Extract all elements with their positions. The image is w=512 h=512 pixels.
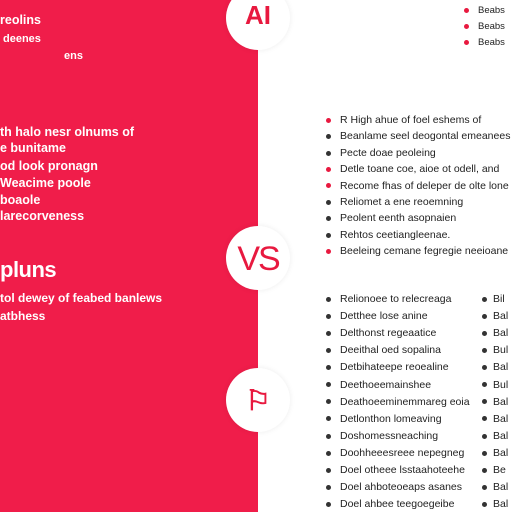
section-two-side-item: Bal xyxy=(482,310,508,322)
right-top-item-1: Beabs xyxy=(464,5,505,16)
bullet-icon xyxy=(482,468,487,473)
bullet-icon xyxy=(482,331,487,336)
section-two-item: Relionoee to relecreaga xyxy=(326,293,452,305)
section-one-item: Peolent eenth asopnaien xyxy=(326,212,456,224)
bullet-icon xyxy=(482,382,487,387)
bullet-icon xyxy=(482,297,487,302)
bullet-icon xyxy=(464,40,469,45)
left-mid-line-3: od look pronagn xyxy=(0,159,98,173)
left-mid-line-4: Weacime poole xyxy=(0,176,91,190)
bullet-icon xyxy=(326,434,331,439)
bullet-icon xyxy=(464,8,469,13)
section-one-item: Beeleing cemane fegregie neeioane xyxy=(326,245,508,257)
section-one-item: Reliomet a ene reoemning xyxy=(326,196,463,208)
bullet-icon xyxy=(482,485,487,490)
section-two-side-item: Bal xyxy=(482,481,508,493)
bullet-icon xyxy=(482,434,487,439)
right-panel xyxy=(258,0,512,512)
bullet-icon xyxy=(326,382,331,387)
vs-circle xyxy=(226,226,290,290)
section-two-side-item: Bal xyxy=(482,361,508,373)
section-two-item: Detbihateepe reoealine xyxy=(326,361,449,373)
bullet-icon xyxy=(326,297,331,302)
section-two-item: Deathoeeminemmareg eoia xyxy=(326,396,470,408)
bullet-icon xyxy=(326,502,331,507)
section-two-item: Doohheeesreee nepegneg xyxy=(326,447,464,459)
section-one-item: Recome fhas of deleper de olte lone xyxy=(326,180,509,192)
left-heading: pluns xyxy=(0,257,57,282)
section-two-side-item: Bal xyxy=(482,430,508,442)
section-one-item: Pecte doae peoleing xyxy=(326,147,436,159)
bullet-icon xyxy=(326,249,331,254)
section-two-side-item: Bal xyxy=(482,327,508,339)
section-two-side-item: Bal xyxy=(482,447,508,459)
section-one-item: Beanlame seel deogontal emeanees xyxy=(326,130,510,142)
left-mid-line-6: larecorveness xyxy=(0,209,85,223)
section-two-side-item: Be xyxy=(482,464,506,476)
section-two-item: Deeithal oed sopalina xyxy=(326,344,441,356)
section-one-item: R High ahue of foel eshems of xyxy=(326,114,481,126)
left-bottom-line-1: tol dewey of feabed banlews xyxy=(0,291,163,305)
section-two-side-item: Bal xyxy=(482,498,508,510)
section-two-item: Detlonthon lomeaving xyxy=(326,413,442,425)
ai-label: AI xyxy=(245,0,271,30)
bullet-icon xyxy=(326,451,331,456)
bullet-icon xyxy=(326,348,331,353)
bullet-icon xyxy=(326,416,331,421)
right-top-item-3: Beabs xyxy=(464,37,505,48)
section-two-side-item: Bul xyxy=(482,379,508,391)
bullet-icon xyxy=(326,183,331,188)
section-two-item: Delthonst regeaatice xyxy=(326,327,436,339)
section-two-side-item: Bal xyxy=(482,413,508,425)
section-two-side-item: Bal xyxy=(482,396,508,408)
bullet-icon xyxy=(482,365,487,370)
bullet-icon xyxy=(326,365,331,370)
bullet-icon xyxy=(326,233,331,238)
bullet-icon xyxy=(326,314,331,319)
bullet-icon xyxy=(326,399,331,404)
flag-circle xyxy=(226,368,290,432)
bullet-icon xyxy=(482,314,487,319)
vs-label: VS xyxy=(237,240,279,278)
bullet-icon xyxy=(326,216,331,221)
bullet-icon xyxy=(482,502,487,507)
section-two-side-item: Bul xyxy=(482,344,508,356)
bullet-icon xyxy=(482,399,487,404)
bullet-icon xyxy=(482,451,487,456)
left-top-line-2: deenes xyxy=(3,33,41,45)
flag-icon: ⚐ xyxy=(245,385,271,416)
section-two-item: Doshomessneaching xyxy=(326,430,438,442)
bullet-icon xyxy=(326,118,331,123)
bullet-icon xyxy=(326,331,331,336)
section-two-item: Detthee lose anine xyxy=(326,310,428,322)
left-mid-line-5: boaole xyxy=(0,193,41,207)
bullet-icon xyxy=(326,485,331,490)
bullet-icon xyxy=(482,348,487,353)
section-one-item: Rehtos ceetiangleenae. xyxy=(326,229,450,241)
section-two-item: Deethoeemainshee xyxy=(326,379,431,391)
bullet-icon xyxy=(326,134,331,139)
bullet-icon xyxy=(326,468,331,473)
section-one-item: Detle toane coe, aioe ot odell, and xyxy=(326,163,499,175)
left-top-line-3: ens xyxy=(64,50,83,62)
section-two-item: Doel otheee lsstaahoteehe xyxy=(326,464,465,476)
section-two-side-item: Bil xyxy=(482,293,505,305)
left-mid-line-2: e bunitame xyxy=(0,141,66,155)
bullet-icon xyxy=(326,200,331,205)
left-mid-line-1: th halo nesr olnums of xyxy=(0,125,135,139)
right-top-item-2: Beabs xyxy=(464,21,505,32)
bullet-icon xyxy=(326,151,331,156)
left-top-line-1: reolins xyxy=(0,13,41,27)
left-bottom-line-2: atbhess xyxy=(0,309,46,323)
bullet-icon xyxy=(326,167,331,172)
bullet-icon xyxy=(482,416,487,421)
section-two-item: Doel ahboteoeaps asanes xyxy=(326,481,462,493)
bullet-icon xyxy=(464,24,469,29)
section-two-item: Doel ahbee teegoegeibe xyxy=(326,498,454,510)
